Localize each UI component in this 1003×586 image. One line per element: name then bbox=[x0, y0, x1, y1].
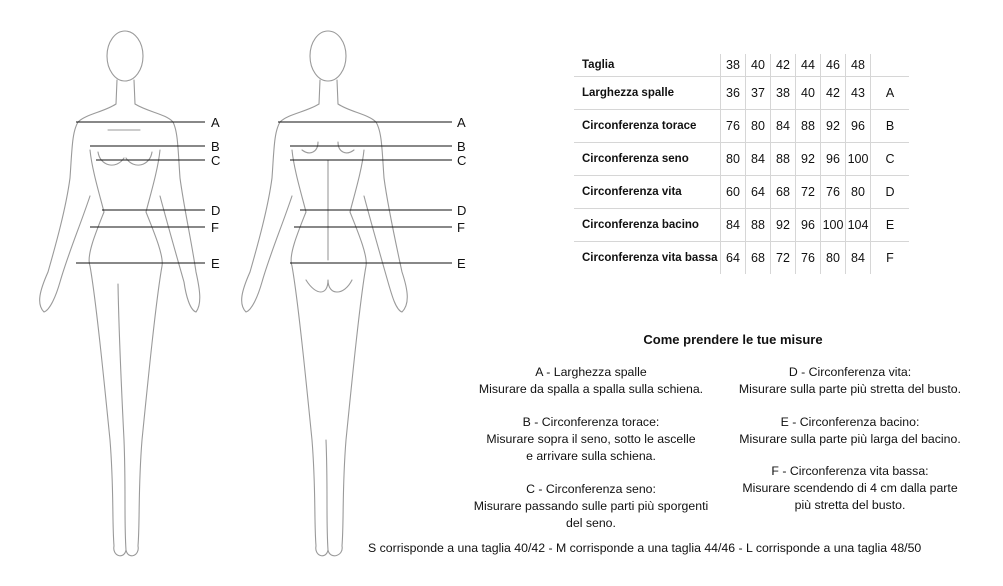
measure-value: 80 bbox=[746, 110, 771, 143]
measure-value: 72 bbox=[771, 242, 796, 275]
measure-value: 64 bbox=[721, 242, 746, 275]
front-figure bbox=[40, 31, 200, 556]
measure-value: 96 bbox=[796, 209, 821, 242]
table-row bbox=[574, 209, 909, 242]
front-label-d: D bbox=[211, 203, 221, 218]
measure-value: 43 bbox=[846, 77, 871, 110]
howto-e bbox=[727, 414, 973, 448]
size-correspondence-note: S corrisponde a una taglia 40/42 - M corrisponde a una taglia 44/46 - L corrisponde a una taglia 48/50 bbox=[368, 541, 922, 555]
front-label-e: E bbox=[211, 256, 220, 271]
howto-text: più stretta del busto. bbox=[794, 498, 906, 512]
measure-letter: A bbox=[871, 77, 910, 110]
front-label-f: F bbox=[211, 220, 219, 235]
size-header-cell: 46 bbox=[821, 54, 846, 77]
back-label-a: A bbox=[457, 115, 466, 130]
back-label-e: E bbox=[457, 256, 466, 271]
size-header-cell: 40 bbox=[746, 54, 771, 77]
measure-value: 84 bbox=[846, 242, 871, 275]
howto-text: Misurare passando sulle parti più sporgenti bbox=[473, 499, 709, 513]
measure-value: 88 bbox=[796, 110, 821, 143]
back-figure bbox=[242, 31, 408, 556]
measure-value: 100 bbox=[846, 143, 871, 176]
howto-heading: E - Circonferenza bacino: bbox=[780, 415, 920, 429]
back-label-d: D bbox=[457, 203, 467, 218]
howto-a bbox=[454, 364, 728, 398]
measure-value: 84 bbox=[771, 110, 796, 143]
measure-value: 80 bbox=[846, 176, 871, 209]
measure-label: Circonferenza seno bbox=[574, 143, 721, 176]
measure-label: Circonferenza torace bbox=[574, 110, 721, 143]
measure-label: Larghezza spalle bbox=[574, 77, 721, 110]
measure-value: 37 bbox=[746, 77, 771, 110]
measure-value: 68 bbox=[746, 242, 771, 275]
howto-b bbox=[454, 414, 728, 465]
size-header-cell: 48 bbox=[846, 54, 871, 77]
table-row bbox=[574, 110, 909, 143]
measure-value: 38 bbox=[771, 77, 796, 110]
howto-text: Misurare sopra il seno, sotto le ascelle bbox=[486, 432, 696, 446]
howto-text: Misurare sulla parte più stretta del busto. bbox=[738, 382, 962, 396]
measure-value: 60 bbox=[721, 176, 746, 209]
measure-value: 84 bbox=[746, 143, 771, 176]
table-header-row bbox=[574, 54, 909, 77]
howto-heading: C - Circonferenza seno: bbox=[526, 482, 656, 496]
front-label-a: A bbox=[211, 115, 220, 130]
measure-value: 92 bbox=[821, 110, 846, 143]
measure-value: 88 bbox=[746, 209, 771, 242]
measure-letter: B bbox=[871, 110, 910, 143]
measure-value: 80 bbox=[721, 143, 746, 176]
size-header-cell: 42 bbox=[771, 54, 796, 77]
measure-value: 84 bbox=[721, 209, 746, 242]
measure-value: 36 bbox=[721, 77, 746, 110]
howto-f bbox=[727, 463, 973, 514]
measure-value: 104 bbox=[846, 209, 871, 242]
body-figures-illustration bbox=[0, 0, 480, 586]
table-row bbox=[574, 77, 909, 110]
measure-value: 76 bbox=[796, 242, 821, 275]
measure-label: Circonferenza vita bassa bbox=[582, 252, 718, 264]
measure-value: 72 bbox=[796, 176, 821, 209]
measure-value: 92 bbox=[771, 209, 796, 242]
measure-value: 76 bbox=[821, 176, 846, 209]
howto-d bbox=[727, 364, 973, 398]
measure-value: 76 bbox=[721, 110, 746, 143]
size-header-label: Taglia bbox=[574, 54, 721, 77]
howto-c bbox=[454, 481, 728, 532]
howto-text: Misurare scendendo di 4 cm dalla parte bbox=[742, 481, 958, 495]
table-row bbox=[574, 176, 909, 209]
measure-label: Circonferenza vita bbox=[574, 176, 721, 209]
size-header-cell: 38 bbox=[721, 54, 746, 77]
size-table bbox=[574, 54, 909, 274]
measure-letter: C bbox=[871, 143, 910, 176]
measure-label: Circonferenza bacino bbox=[574, 209, 721, 242]
howto-text: Misurare da spalla a spalla sulla schiena. bbox=[478, 382, 704, 396]
howto-heading: D - Circonferenza vita: bbox=[788, 365, 912, 379]
measure-value: 100 bbox=[821, 209, 846, 242]
measure-value: 96 bbox=[846, 110, 871, 143]
measure-value: 68 bbox=[771, 176, 796, 209]
empty-cell bbox=[871, 54, 910, 77]
measure-value: 88 bbox=[771, 143, 796, 176]
measure-value: 40 bbox=[796, 77, 821, 110]
front-label-b: B bbox=[211, 139, 220, 154]
measure-value: 80 bbox=[821, 242, 846, 275]
measure-value: 92 bbox=[796, 143, 821, 176]
table-row bbox=[574, 143, 909, 176]
howto-text: del seno. bbox=[566, 516, 616, 530]
howto-heading: A - Larghezza spalle bbox=[535, 365, 647, 379]
front-label-c: C bbox=[211, 153, 221, 168]
measure-value: 64 bbox=[746, 176, 771, 209]
table-row bbox=[574, 242, 909, 275]
howto-title: Come prendere le tue misure bbox=[643, 332, 823, 347]
back-label-b: B bbox=[457, 139, 466, 154]
measure-value: 42 bbox=[821, 77, 846, 110]
size-header-cell: 44 bbox=[796, 54, 821, 77]
howto-text: Misurare sulla parte più larga del bacino. bbox=[739, 432, 961, 446]
measure-letter: D bbox=[871, 176, 910, 209]
howto-heading: B - Circonferenza torace: bbox=[522, 415, 660, 429]
howto-heading: F - Circonferenza vita bassa: bbox=[771, 464, 929, 478]
measure-letter: E bbox=[871, 209, 910, 242]
howto-text: e arrivare sulla schiena. bbox=[526, 449, 656, 463]
back-label-f: F bbox=[457, 220, 465, 235]
measure-letter: F bbox=[871, 242, 910, 275]
measure-value: 96 bbox=[821, 143, 846, 176]
back-label-c: C bbox=[457, 153, 467, 168]
